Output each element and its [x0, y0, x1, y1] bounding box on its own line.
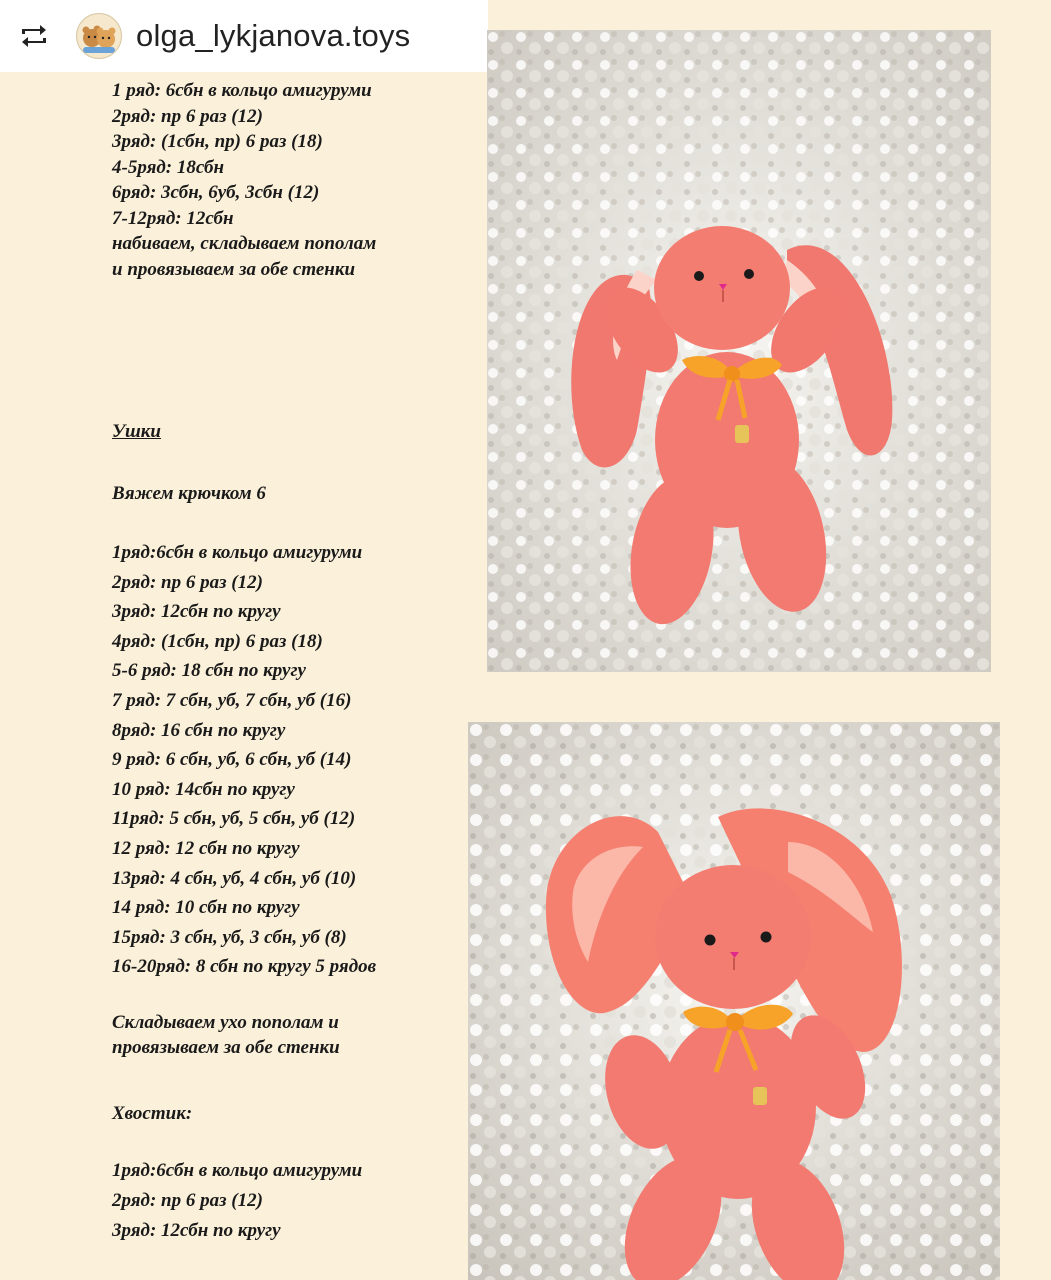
avatar[interactable] — [76, 13, 122, 59]
pattern-text — [112, 78, 472, 1245]
teddy-bears-icon — [77, 14, 121, 58]
text-line: набиваем, складываем пополам — [112, 233, 377, 254]
text-line: 3ряд: 12сбн по кругу — [112, 601, 281, 623]
text-line: 2ряд: пр 6 раз (12) — [112, 571, 263, 593]
text-line: 1 ряд: 6сбн в кольцо амигуруми — [112, 80, 372, 101]
hook-size: Вяжем крючком 6 — [112, 482, 266, 504]
text-line: 15ряд: 3 сбн, уб, 3 сбн, уб (8) — [112, 926, 347, 948]
text-line: 9 ряд: 6 сбн, уб, 6 сбн, уб (14) — [112, 749, 352, 771]
text-line: 3ряд: 12сбн по кругу — [112, 1219, 281, 1241]
ears-heading: Ушки — [112, 421, 161, 442]
text-line: 12 ряд: 12 сбн по кругу — [112, 837, 300, 859]
bunny-illustration — [468, 722, 1000, 1280]
text-line: 8ряд: 16 сбн по кругу — [112, 719, 286, 741]
text-line: провязываем за обе стенки — [112, 1037, 340, 1059]
text-line: 11ряд: 5 сбн, уб, 5 сбн, уб (12) — [112, 808, 356, 830]
bunny-photo-bottom — [468, 722, 1000, 1280]
text-line: 3ряд: (1сбн, пр) 6 раз (18) — [112, 131, 323, 152]
text-line: 6ряд: 3сбн, 6уб, 3сбн (12) — [112, 182, 320, 203]
text-line: и провязываем за обе стенки — [112, 258, 356, 280]
repost-icon — [18, 20, 50, 52]
bunny-photo-top — [487, 30, 991, 672]
text-line: 14 ряд: 10 сбн по кругу — [112, 897, 300, 919]
username[interactable]: olga_lykjanova.toys — [136, 18, 411, 53]
text-line: 1ряд:6сбн в кольцо амигуруми — [112, 1160, 363, 1182]
bunny-illustration — [487, 30, 991, 672]
text-line: 5-6 ряд: 18 сбн по кругу — [112, 660, 306, 682]
text-line: 10 ряд: 14сбн по кругу — [112, 778, 295, 800]
repost-header — [0, 0, 488, 72]
text-line: 7 ряд: 7 сбн, уб, 7 сбн, уб (16) — [112, 689, 352, 711]
text-line: 1ряд:6сбн в кольцо амигуруми — [112, 542, 363, 563]
text-line: 2ряд: пр 6 раз (12) — [112, 105, 263, 127]
text-line: 2ряд: пр 6 раз (12) — [112, 1190, 263, 1211]
text-line: 16-20ряд: 8 сбн по кругу 5 рядов — [112, 956, 377, 978]
text-line: 13ряд: 4 сбн, уб, 4 сбн, уб (10) — [112, 867, 357, 889]
text-line: Складываем ухо пополам и — [112, 1011, 339, 1033]
text-line: 4ряд: (1сбн, пр) 6 раз (18) — [112, 630, 323, 652]
text-line: 7-12ряд: 12сбн — [112, 207, 234, 229]
text-line: 4-5ряд: 18сбн — [112, 156, 225, 178]
tail-heading: Хвостик: — [112, 1102, 193, 1124]
